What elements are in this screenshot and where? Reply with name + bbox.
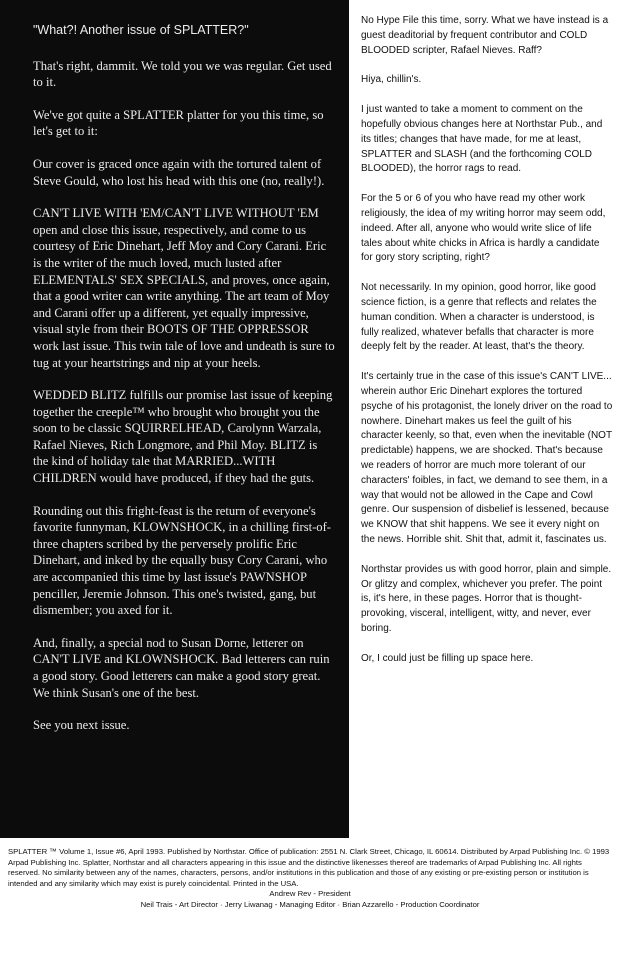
guest-paragraph: No Hype File this time, sorry. What we have instead is a guest deaditorial by frequent contributor and COLD BLOODED scripter, Rafael Nieves. Raff? [361,15,609,56]
guest-column [361,14,613,681]
guest-paragraph: I just wanted to take a moment to comment on the hopefully obvious changes here at Northstar Pub., and its titles; changes that have made, for me at least, SPLATTER and SLASH (and the forthcoming COLD BLOODED), the horror rags to read. [361,104,603,175]
editorial-paragraph: Our cover is graced once again with the tortured talent of Steve Gould, who lost his head with this one (no, really!). [33,156,325,188]
indicia-president: Andrew Rev - President [269,889,351,899]
guest-paragraph: It's certainly true in the case of this issue's CAN'T LIVE... wherein author Eric Dinehart explores the tortured psyche of his protagonist, the lonely driver on the road to nowhere. Dinehart makes us feel the guilt of his character keenly, so that, even when the inevitable (NOT predictable) happens, we are shocked. That's because we readers of horror are much more tolerant of our characters' foibles, in fact, we demand to see them, in a way that would not be allowed in the Cape and Cowl genre. Our suspension of disbelief is lessened, because we KNOW that shit happens. We see it every night on the news. Horrible shit. Shit that, admit it, fascinates us. [361,371,613,545]
editorial-paragraph: WEDDED BLITZ fulfills our promise last issue of keeping together the creeple™ who brought who brought you the soon to be classic SQUIRRELHEAD, Carolynn Warzala, Rafael Nieves, Rich Longmore, and Phil Moy. BLITZ is the kind of holiday tale that MARRIED...WITH CHILDREN would have produced, if they had the guts. [33,388,333,486]
indicia-footer [8,847,612,911]
editorial-signoff: See you next issue. [33,718,130,733]
indicia-staff-credits: Neil Trais - Art Director · Jerry Liwanag - Managing Editor · Brian Azzarello - Production Coordinator [140,899,480,909]
guest-greeting: Hiya, chillin's. [361,74,422,86]
editorial-heading: "What?! Another issue of SPLATTER?" [33,23,249,37]
editorial-paragraph: And, finally, a special nod to Susan Dorne, letterer on CAN'T LIVE and KLOWNSHOCK. Bad letterers can ruin a good story. Good letterers can make a good story great. We think Susan's one of the best. [33,635,330,700]
guest-paragraph: Northstar provides us with good horror, plain and simple. Or glitzy and complex, whichever you prefer. The point is, it's here, in these pages. Horror that is thought-provoking, visceral, intelligent, witty, and never, ever boring. [361,563,612,634]
indicia-legal-text: SPLATTER ™ Volume 1, Issue #6, April 1993. Published by Northstar. Office of publication: 2551 N. Clark Street, Chicago, IL 60614. Distributed by Arpad Publishing Inc. © 1993 Arpad Publishing Inc. Splatter, Northstar and all characters appearing in this issue and the distinctive likenesses thereof are trademarks of Arpad Publishing Inc. All rights reserved. No similarity between any of the names, characters, persons, and/or institutions in this publication and those of any existing or pre-existing person or institution is intended and any similarity which may exist is purely coincidental. Printed in the USA. [8,847,610,888]
guest-signoff: Or, I could just be filling up space here. [361,652,534,664]
editorial-paragraph: CAN'T LIVE WITH 'EM/CAN'T LIVE WITHOUT 'EM open and close this issue, respectively, and come to us courtesy of Eric Dinehart, Jeff Moy and Cory Carani. Eric is the writer of the much loved, much lusted after ELEMENTALS' SEX SPECIALS, and proves, once again, that a good writer can write anything. The art team of Moy and Carani offer up a different, yet equally impressive, visual style from their BOOTS OF THE OPPRESSOR work last issue. This twin tale of love and undeath is sure to tug at your heartstrings and nip at your heels. [33,206,335,370]
guest-paragraph: For the 5 or 6 of you who have read my other work religiously, the idea of my writing horror may seem odd, indeed. After all, anyone who would write slice of life tales about white chicks in Africa is hardly a candidate for gory story scripting, right? [361,193,606,264]
editorial-paragraph: Rounding out this fright-feast is the return of everyone's favorite funnyman, KLOWNSHOCK, in a chilling first-of-three chapters scribed by the perversely prolific Eric Dinehart, and inked by the equally busy Cory Carani, who are accompanied this time by last issue's PAWNSHOP penciller, Jeremie Johnson. This one's twisted, gang, but dismember; you axed for it. [33,503,331,618]
editorial-paragraph: We've got quite a SPLATTER platter for you this time, so let's get to it: [33,107,324,139]
guest-paragraph: Not necessarily. In my opinion, good horror, like good science fiction, is a genre that reflects and relates the human condition. When a character is understood, is fully realized, whatever befalls that character is more deeply felt by the reader. At least, that's the theory. [361,282,597,353]
editorial-column [0,0,349,838]
editorial-paragraph: That's right, dammit. We told you we was regular. Get used to it. [33,58,332,90]
